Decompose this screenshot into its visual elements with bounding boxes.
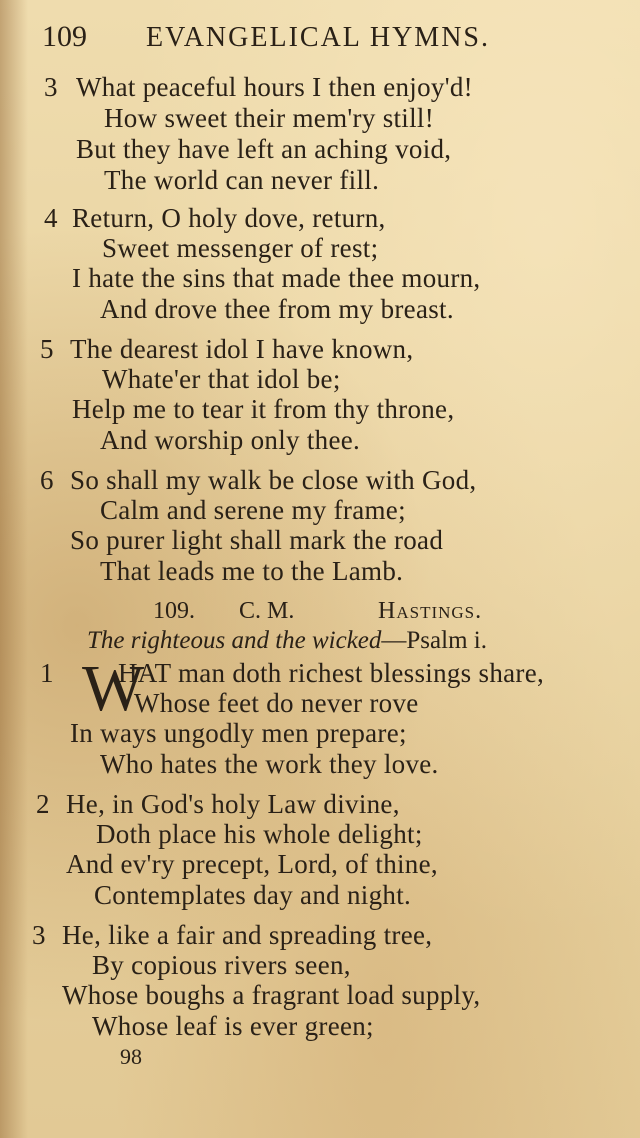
verse-line: Calm and serene my frame; (100, 495, 406, 525)
signature-mark: 98 (120, 1044, 142, 1069)
verse-line: Whose feet do never rove (134, 688, 419, 718)
verse-number: 1 (40, 658, 54, 688)
verse-line: Sweet messenger of rest; (102, 233, 379, 263)
subtitle-italic: The righteous and the wicked (87, 627, 382, 654)
verse-number: 3 (44, 72, 58, 102)
page-edge-shadow (0, 0, 28, 1138)
verse-line: What peaceful hours I then enjoy'd! (76, 72, 473, 102)
verse-line: And ev'ry precept, Lord, of thine, (66, 849, 438, 879)
verse-line: Who hates the work they love. (100, 749, 439, 779)
verse-line: HAT man doth richest blessings share, (118, 658, 545, 688)
verse-line: That leads me to the Lamb. (100, 556, 404, 586)
hymn-subtitle (87, 626, 487, 656)
page-number: 109 (42, 20, 87, 53)
verse-line: Whate'er that idol be; (102, 364, 341, 394)
verse-line: The world can never fill. (104, 165, 380, 195)
verse-line: Doth place his whole delight; (96, 819, 423, 849)
verse-line: So shall my walk be close with God, (70, 465, 477, 495)
verse-line: Contemplates day and night. (94, 880, 412, 910)
drop-cap: W (82, 652, 145, 725)
verse-number: 3 (32, 920, 46, 950)
verse-line: The dearest idol I have known, (70, 334, 414, 364)
verse-line: In ways ungodly men prepare; (70, 718, 407, 748)
verse-line: But they have left an aching void, (76, 134, 452, 164)
verse-line: How sweet their mem'ry still! (104, 103, 434, 133)
verse-line: Whose boughs a fragrant load supply, (62, 980, 481, 1010)
verse-line: He, in God's holy Law divine, (66, 789, 400, 819)
verse-number: 6 (40, 465, 54, 495)
verse-line: He, like a fair and spreading tree, (62, 920, 433, 950)
verse-line: By copious rivers seen, (92, 950, 351, 980)
hymn-tune: Hastings. (378, 598, 483, 624)
running-title: EVANGELICAL HYMNS. (146, 22, 490, 53)
hymn-number: 109. (153, 598, 195, 624)
verse-line: And worship only thee. (100, 425, 361, 455)
subtitle-reference: —Psalm i. (381, 627, 487, 654)
verse-line: I hate the sins that made thee mourn, (72, 263, 481, 293)
verse-number: 4 (44, 203, 58, 233)
verse-line: So purer light shall mark the road (70, 525, 444, 555)
verse-line: Help me to tear it from thy throne, (72, 394, 455, 424)
verse-line: Return, O holy dove, return, (72, 203, 386, 233)
verse-number: 2 (36, 789, 50, 819)
verse-line: And drove thee from my breast. (100, 294, 454, 324)
verse-line: Whose leaf is ever green; (92, 1011, 374, 1041)
hymn-meter: C. M. (239, 598, 295, 624)
verse-number: 5 (40, 334, 54, 364)
